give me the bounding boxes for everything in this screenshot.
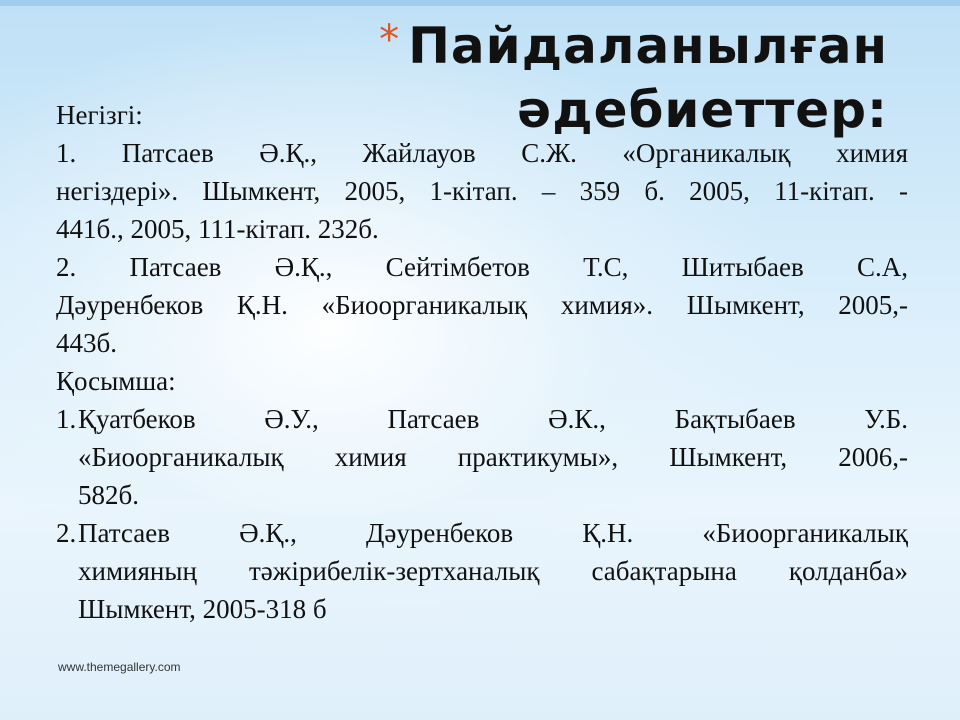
reference-line: 443б. (56, 328, 117, 358)
item-number: 2. (56, 518, 77, 548)
reference-line: Қуатбеков Ә.У., Патсаев Ә.К., Бақтыбаев У.Б. (78, 404, 908, 434)
reference-line: 1. Патсаев Ә.Қ., Жайлауов С.Ж. «Органикалық химия (56, 138, 908, 168)
main-heading: Негізгі: (56, 100, 143, 130)
reference-line: 582б. (78, 480, 139, 510)
reference-line: 2. Патсаев Ә.Қ., Сейтімбетов Т.С, Шитыбаев С.А, (56, 252, 908, 282)
title-bullet-star: * (379, 17, 401, 63)
extra-heading: Қосымша: (56, 366, 176, 396)
extra-reference-2 (56, 514, 908, 628)
footer-url: www.themegallery.com (58, 660, 181, 674)
reference-line: негіздері». Шымкент, 2005, 1-кітап. – 359 б. 2005, 11-кітап. - (56, 176, 908, 206)
item-number: 1. (56, 404, 77, 434)
reference-line: 441б., 2005, 111-кітап. 232б. (56, 214, 379, 244)
main-reference-1 (56, 134, 908, 248)
extra-reference-1 (56, 400, 908, 514)
title-line-1: Пайдаланылған (408, 17, 888, 75)
main-reference-2 (56, 248, 908, 362)
top-frame-bar (0, 0, 960, 6)
reference-line: «Биоорганикалық химия практикумы», Шымкент, 2006,- (78, 442, 908, 472)
reference-line: Патсаев Ә.Қ., Дәуренбеков Қ.Н. «Биоорганикалық (78, 518, 908, 548)
reference-line: химияның тәжірибелік-зертханалық сабақтарына қолданба» (78, 556, 908, 586)
reference-line: Дәуренбеков Қ.Н. «Биоорганикалық химия». Шымкент, 2005,- (56, 290, 908, 320)
title-line-2: әдебиеттер: (517, 81, 888, 139)
reference-line: Шымкент, 2005-318 б (78, 594, 327, 624)
references-body (56, 96, 908, 628)
